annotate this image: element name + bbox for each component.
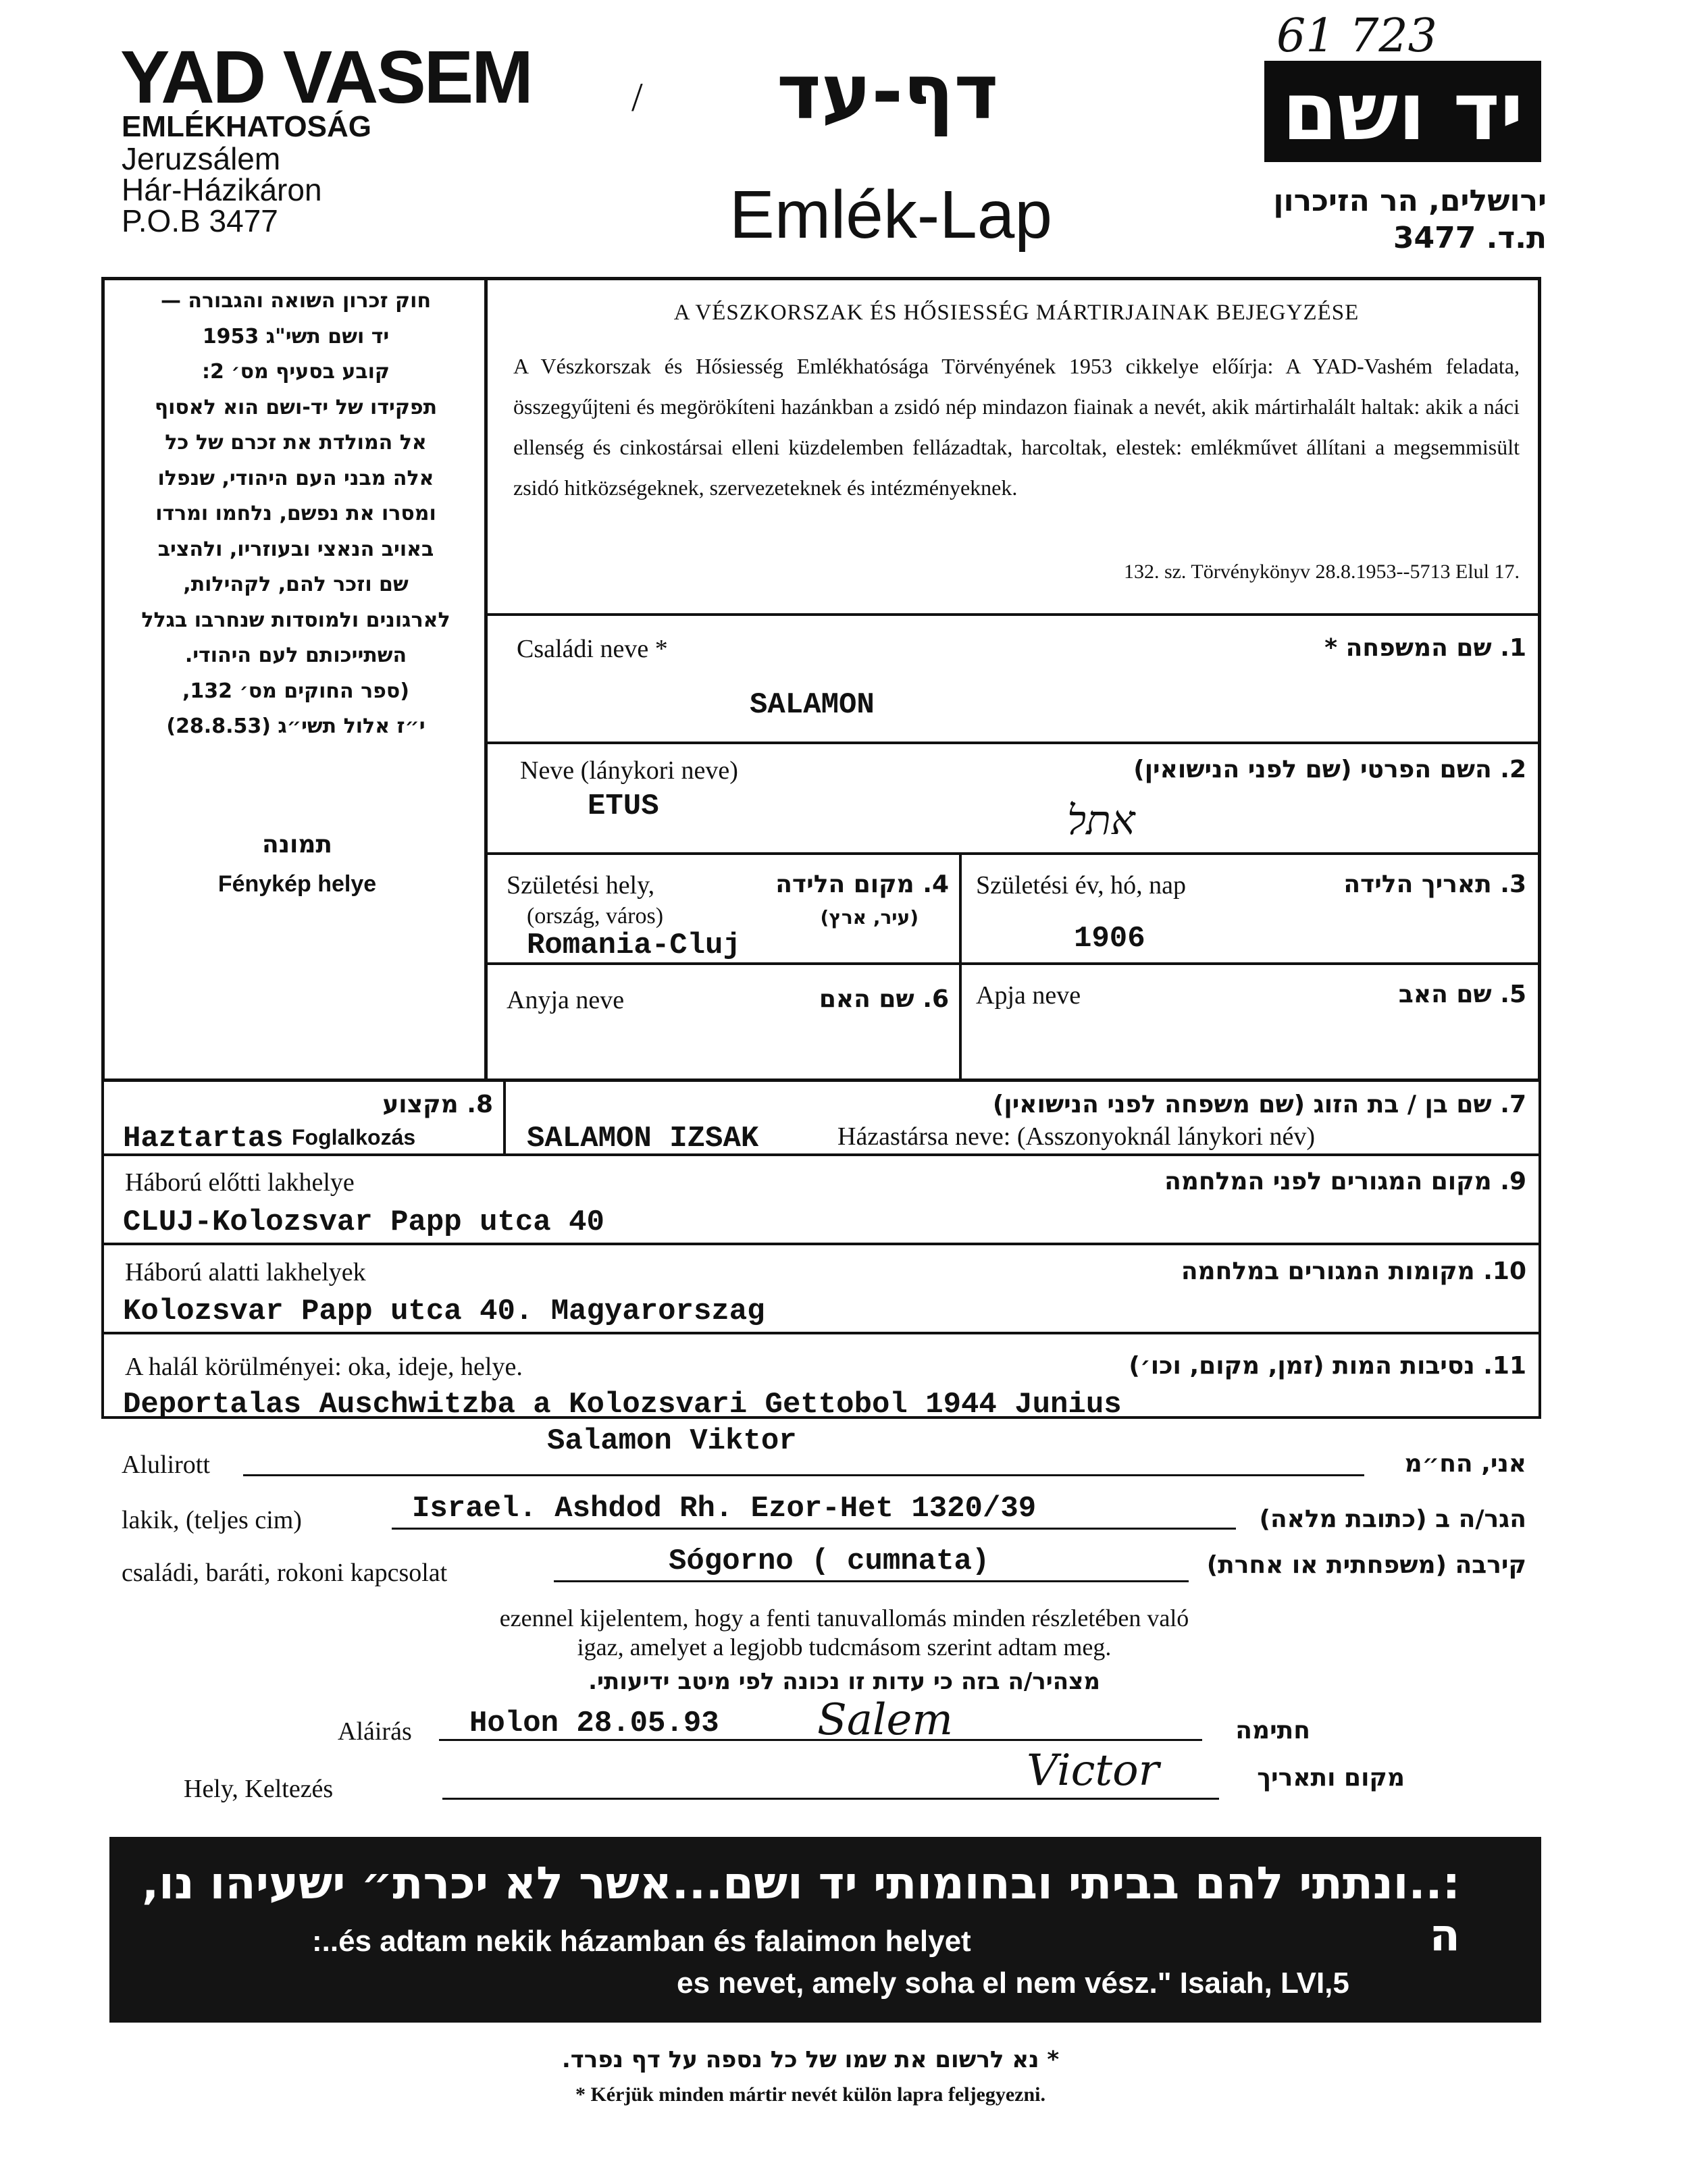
law-text-line: לארגונים ולמוסדות שנחרבו בגלל bbox=[141, 608, 450, 632]
first-name-label-hebrew: 2. השם הפרטי (שם לפני הנישואין) bbox=[1133, 756, 1526, 783]
address-line bbox=[392, 1528, 1236, 1530]
birth-date-label: Születési év, hó, nap bbox=[976, 871, 1186, 900]
undersigned-label-hebrew: אני, הח״מ bbox=[1404, 1450, 1526, 1478]
father-name-label: Apja neve bbox=[976, 981, 1081, 1010]
divider bbox=[488, 852, 1541, 855]
spouse-value: SALAMON IZSAK bbox=[527, 1122, 759, 1155]
occupation-label-hebrew: 8. מקצוע bbox=[382, 1091, 493, 1118]
prewar-residence-label: Háború előtti lakhelye bbox=[125, 1168, 355, 1197]
emlek-lap-heading: Emlék-Lap bbox=[729, 177, 1052, 253]
signature-label: Aláirás bbox=[338, 1717, 412, 1746]
father-name-label-hebrew: 5. שם האב bbox=[1398, 981, 1526, 1008]
hebrew-address bbox=[1256, 182, 1547, 257]
place-date-label: Hely, Keltezés bbox=[184, 1775, 334, 1803]
death-circumstances-label-hebrew: 11. נסיבות המות (זמן, מקום, וכו׳) bbox=[1129, 1352, 1526, 1380]
birth-date-label-hebrew: 3. תאריך הלידה bbox=[1343, 870, 1526, 898]
relation-label-hebrew: קירבה (משפחתית או אחרת) bbox=[1206, 1551, 1526, 1579]
law-text-line: קובע בסעיף מס׳ 2: bbox=[201, 360, 390, 384]
mother-name-label-hebrew: 6. שם האם bbox=[819, 985, 949, 1013]
birth-place-label: Születési hely, bbox=[507, 871, 655, 900]
law-text-line: אלה מבני העם היהודי, שנפלו bbox=[157, 466, 434, 490]
banner-quote-line2: es nevet, amely soha el nem vész." Isaiah, LVI,5 bbox=[677, 1967, 1349, 2000]
statute-title: A VÉSZKORSZAK ÉS HŐSIESSÉG MÁRTIRJAINAK BEJEGYZÉSE bbox=[673, 301, 1360, 325]
mother-name-label: Anyja neve bbox=[507, 986, 625, 1014]
yad-vashem-logo: יד ושם bbox=[1264, 61, 1541, 162]
quote-banner bbox=[109, 1837, 1541, 2023]
place-date-label-hebrew: מקום ותאריך bbox=[1257, 1764, 1405, 1792]
law-text-line: י״ז אלול תשי״ג (28.8.53) bbox=[166, 714, 425, 738]
banner-quote-line1: :..és adtam nekik házamban és falaimon helyet bbox=[312, 1925, 971, 1958]
photo-label-hebrew: תמונה bbox=[261, 831, 333, 858]
spouse-label: Házastársa neve: (Asszonyoknál lánykori név) bbox=[837, 1122, 1315, 1151]
address-value: Israel. Ashdod Rh. Ezor-Het 1320/39 bbox=[412, 1492, 1037, 1526]
prewar-residence-value: CLUJ-Kolozsvar Papp utca 40 bbox=[123, 1205, 604, 1239]
header-city: Jeruzsálem bbox=[122, 141, 281, 176]
law-text-line: יד ושם תשי"ג 1953 bbox=[202, 324, 390, 348]
banner-quote-hebrew: :..ונתתי להם בביתי ובחומותי יד ושם...אשר לא יכרת״ ישעיהו נו, ה bbox=[142, 1857, 1460, 1961]
first-name-value: ETUS bbox=[588, 789, 659, 823]
undersigned-line bbox=[243, 1474, 1364, 1476]
occupation-value: Haztartas bbox=[123, 1122, 284, 1155]
hebrew-address-line1: ירושלים, הר הזיכרון bbox=[1273, 184, 1547, 218]
header-pob: P.O.B 3477 bbox=[122, 203, 278, 238]
footer-note: * Kérjük minden mártir nevét külön lapra feljegyezni. bbox=[575, 2083, 1046, 2106]
undersigned-label: Alulirott bbox=[122, 1451, 210, 1479]
statute-law-ref: 132. sz. Törvénykönyv 28.8.1953--5713 Elul 17. bbox=[1123, 561, 1520, 583]
statement-line1: ezennel kijelentem, hogy a fenti tanuvallomás minden részletében való bbox=[499, 1605, 1189, 1632]
law-text-line: שם וזכר להם, לקהילות, bbox=[183, 573, 409, 596]
law-text-hebrew bbox=[113, 284, 478, 745]
first-name-label: Neve (lánykori neve) bbox=[520, 756, 738, 785]
relation-line bbox=[554, 1580, 1189, 1582]
header-emlekhatosag: EMLÉKHATOSÁG bbox=[122, 110, 371, 143]
daf-ed-heading: דף-עד bbox=[777, 49, 999, 136]
birth-place-sublabel-hebrew: (עיר, ארץ) bbox=[820, 906, 919, 929]
spouse-label-hebrew: 7. שם בן / בת הזוג (שם משפחה לפני הנישואין) bbox=[992, 1091, 1526, 1118]
photo-label: Fénykép helye bbox=[217, 871, 377, 897]
address-label: lakik, (teljes cim) bbox=[122, 1506, 302, 1534]
first-name-handwritten: אתל bbox=[1067, 797, 1135, 844]
wartime-residence-label-hebrew: 10. מקומות המגורים במלחמה bbox=[1181, 1257, 1526, 1285]
wartime-residence-value: Kolozsvar Papp utca 40. Magyarorszag bbox=[123, 1295, 765, 1328]
yad-vasem-title: YAD VASEM bbox=[120, 36, 532, 119]
header-mount: Hár-Házikáron bbox=[122, 172, 322, 207]
family-name-value: SALAMON bbox=[750, 688, 875, 722]
divider bbox=[959, 852, 962, 1082]
law-text-line: אל המולדת את זכרם של כל bbox=[165, 431, 427, 454]
family-name-label: Családi neve * bbox=[517, 635, 668, 663]
law-text-line: (ספר החוקים מס׳ 132, bbox=[182, 679, 409, 703]
statement-hebrew: מצהיר/ה בזה כי עדות זו נכונה לפי מיטב ידיעותי. bbox=[588, 1668, 1100, 1695]
slash-mark: / bbox=[631, 75, 643, 120]
death-circumstances-value: Deportalas Auschwitzba a Kolozsvari Gettobol 1944 Junius bbox=[123, 1388, 1122, 1422]
signature-label-hebrew: חתימה bbox=[1235, 1717, 1310, 1744]
relation-value: Sógorno ( cumnata) bbox=[669, 1544, 990, 1578]
handwritten-number: 61 723 bbox=[1276, 9, 1437, 63]
hebrew-address-line2: ת.ד. 3477 bbox=[1393, 221, 1547, 255]
law-text-line: באויב הנאצי ובעוזריו, ולהציב bbox=[157, 537, 434, 561]
divider bbox=[488, 742, 1541, 744]
law-text-line: ומסרו את נפשם, נלחמו ומרדו bbox=[155, 502, 436, 525]
footer-note-hebrew: * נא לרשום את שמו של כל נספה על דף נפרד. bbox=[561, 2046, 1060, 2073]
law-text-line: השתייכותם לעם היהודי. bbox=[184, 644, 407, 667]
prewar-residence-label-hebrew: 9. מקום המגורים לפני המלחמה bbox=[1164, 1168, 1526, 1195]
signature-place-date: Holon 28.05.93 bbox=[469, 1707, 719, 1740]
wartime-residence-label: Háború alatti lakhelyek bbox=[125, 1258, 366, 1286]
statement-line2: igaz, amelyet a legjobb tudcmásom szerint adtam meg. bbox=[577, 1634, 1112, 1661]
birth-date-value: 1906 bbox=[1074, 922, 1145, 956]
divider bbox=[503, 1082, 506, 1156]
law-text-line: חוק זכרון השואה והגבורה — bbox=[160, 289, 432, 313]
divider bbox=[488, 613, 1541, 616]
birth-place-label-hebrew: 4. מקום הלידה bbox=[775, 870, 949, 898]
statute-text: A Vészkorszak és Hősiesség Emlékhatósága Törvényének 1953 cikkelye előírja: A YAD-Vashém feladata, összegyűjteni és megörökíteni hazánkban a zsidó nép mindazon fiainak a nevét, akik mártirhalált haltak: akik a náci ellenség és cinkostársai elleni küzdelemben fellázadtak, harcoltak, elestek: emlékművet állítani a megsemmisült zsidó hitközségeknek, szervezeteknek és intézményeknek. bbox=[513, 354, 1520, 500]
family-name-label-hebrew: 1. שם המשפחה * bbox=[1324, 634, 1526, 662]
occupation-label: Foglalkozás bbox=[292, 1125, 416, 1149]
law-text-line: תפקידו של יד-ושם הוא לאסוף bbox=[154, 395, 438, 419]
handwritten-name: Victor bbox=[1027, 1746, 1160, 1796]
birth-place-value: Romania-Cluj bbox=[527, 929, 741, 962]
relation-label: családi, baráti, rokoni kapcsolat bbox=[122, 1559, 448, 1587]
undersigned-value: Salamon Viktor bbox=[547, 1424, 797, 1458]
birth-place-sublabel: (ország, város) bbox=[527, 904, 664, 929]
divider bbox=[488, 962, 1541, 965]
address-label-hebrew: הגר/ה ב (כתובת מלאה) bbox=[1259, 1505, 1526, 1533]
place-date-line bbox=[442, 1798, 1219, 1800]
death-circumstances-label: A halál körülményei: oka, ideje, helye. bbox=[125, 1353, 523, 1381]
handwritten-signature: Salem bbox=[817, 1695, 954, 1745]
